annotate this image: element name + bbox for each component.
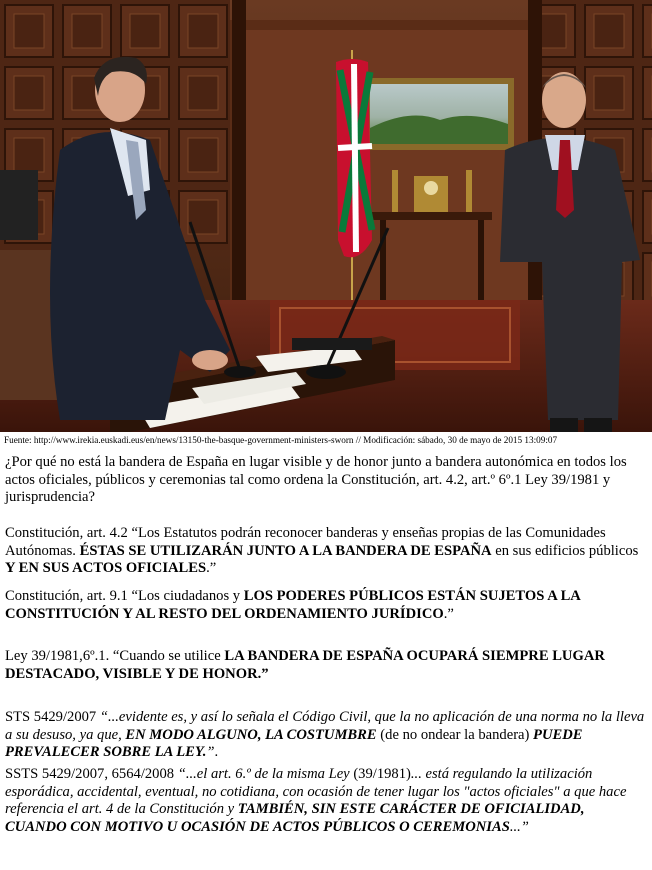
c91-text-c: .” xyxy=(443,605,454,622)
c42-text-a: Constitución, art. 4.2 “Los Estatutos podrán reconocer banderas y enseñas propias de las Comunidades Autónomas. xyxy=(5,525,606,559)
sts1-text-d: . xyxy=(214,744,219,760)
constitution-art-4-2 xyxy=(5,525,645,578)
sts2-text-c: (39/1981) xyxy=(349,766,411,782)
sts1-bold-italic-1: EN MODO ALGUNO, LA COSTUMBRE xyxy=(125,726,377,743)
ley-text-a: Ley 39/1981,6º.1. “Cuando se utilice xyxy=(5,648,225,664)
ssts-5429-6564 xyxy=(5,766,645,836)
question-text: ¿Por qué no está la bandera de España en lugar visible y de honor junto a bandera autonómica en todos los actos oficiales, públicos y ceremonias tal como ordena la Constitución, art. 4.2, art.º 6º.1 Ley 39/1981 y jurisprudencia? xyxy=(5,454,627,505)
sts-5429-2007 xyxy=(5,709,645,762)
side-table xyxy=(372,212,492,220)
sts2-text-a: SSTS 5429/2007, 6564/2008 xyxy=(5,766,178,782)
sts1-italic-2: ” xyxy=(206,744,215,760)
constitution-art-9-1 xyxy=(5,588,645,623)
c42-text-c: en sus edificios públicos xyxy=(491,542,639,559)
c42-bold-1: ÉSTAS SE UTILIZARÁN JUNTO A LA BANDERA DE ESPAÑA xyxy=(79,542,492,559)
c42-text-d: .” xyxy=(206,560,217,576)
sts2-italic-1: “...el art. 6.º de la misma Ley xyxy=(177,766,350,782)
sts1-text-a: STS 5429/2007 xyxy=(5,709,100,725)
c91-bold-1: LOS PODERES PÚBLICOS ESTÁN SUJETOS A LA CONSTITUCIÓN Y AL RESTO DEL ORDENAMIENTO JURÍDICO xyxy=(5,588,581,622)
ceremony-photo xyxy=(0,0,652,432)
sts2-italic-3: ...” xyxy=(509,818,529,835)
c42-bold-2: Y EN SUS ACTOS OFICIALES xyxy=(5,560,207,576)
ley-bold-1: LA BANDERA DE ESPAÑA OCUPARÁ SIEMPRE LUGAR DESTACADO, VISIBLE Y DE HONOR.” xyxy=(5,648,605,682)
candelabra-left xyxy=(392,170,398,212)
sts1-bold-italic-2: PUEDE PREVALECER SOBRE LA LEY. xyxy=(5,726,583,760)
sts2-bold-italic-1: TAMBIÉN, SIN ESTE CARÁCTER DE OFICIALIDAD, CUANDO CON MOTIVO U OCASIÓN DE ACTOS PÚBLICOS O CEREMONIAS xyxy=(5,801,585,835)
sts1-italic-1: “...evidente es, y así lo señala el Código Civil, que la no aplicación de una norma no la lleva a su desuso, ya que, xyxy=(5,709,645,743)
c91-text-a: Constitución, art. 9.1 “Los ciudadanos y xyxy=(5,588,244,604)
question-paragraph xyxy=(5,454,645,507)
photo-caption: Fuente: http://www.irekia.euskadi.eus/en/news/13150-the-basque-government-ministers-sworn // Modificación: sábado, 30 de mayo de 2015 13:09:07 xyxy=(4,435,558,445)
ley-39-1981 xyxy=(5,648,645,683)
candelabra-right xyxy=(466,170,472,212)
sts2-italic-2: ... está regulando la utilización esporádica, accidental, eventual, no cotidiana, con ocasión de tener lugar los "actos oficiales" a que hace referencia el art. 4 de la Constitución y xyxy=(5,766,627,817)
sts1-text-c: (de no ondear la bandera) xyxy=(376,726,534,743)
